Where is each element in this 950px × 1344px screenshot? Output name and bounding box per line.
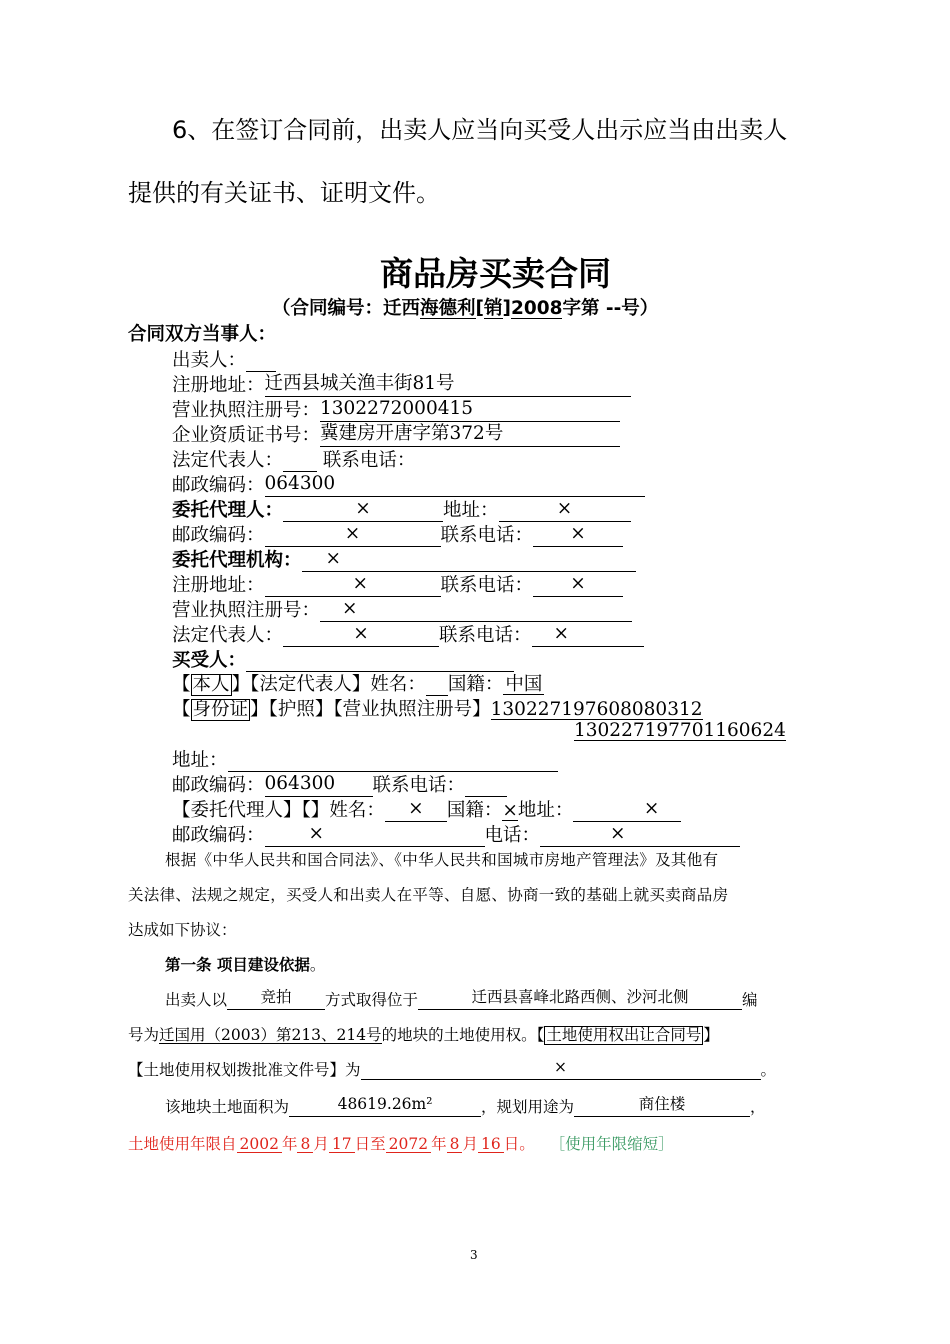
para1-line3: 达成如下协议： xyxy=(128,921,237,939)
article-1-line1: 出卖人以 竞拍 方式取得位于 迁西县喜峰北路西侧、沙河北侧 编 xyxy=(165,988,758,1009)
buyer-id2: 130227197701160624 xyxy=(574,720,786,741)
buyer-type-row: 【 本人 】【法定代表人】姓名： 国籍： 中国 xyxy=(172,674,543,695)
buyer-agent-postcode: 邮政编码： × 电话： × xyxy=(172,821,740,847)
buyer-row: 买受人： xyxy=(172,646,514,672)
seller-reg-address: 注册地址：迁西县城关渔丰街81号 xyxy=(172,371,631,397)
agency-reg-address: 注册地址： × 联系电话： × xyxy=(172,571,623,597)
article-1-line3: 【土地使用权划拨批准文件号】为 × 。 xyxy=(128,1058,777,1079)
article-1-line4: 该地块土地面积为 48619.26m² ，规划用途为 商住楼 ， xyxy=(165,1095,766,1116)
seller-legal-rep: 法定代表人： 联系电话： xyxy=(172,450,416,471)
contract-number: （合同编号：迁西海德利[销]2008字第 --号） xyxy=(272,298,659,319)
page-number: 3 xyxy=(470,1248,478,1262)
para1-line2: 关法律、法规之规定，买受人和出卖人在平等、自愿、协商一致的基础上就买卖商品房 xyxy=(128,886,729,904)
land-use-term: 土地使用年限自 2002 年 8 月 17 日至 2072 年 8 月 16 日。 ［使用年限缩短］ xyxy=(128,1135,674,1153)
article-1-line2: 号为迁国用（2003）第213、214号的地块的土地使用权。【 土地使用权出让合同号 】 xyxy=(128,1026,719,1044)
agency-row: 委托代理机构： × xyxy=(172,546,636,572)
seller-license: 营业执照注册号：1302272000415 xyxy=(172,396,620,422)
intro-line-1: 6、在签订合同前，出卖人应当向买受人出示应当由出卖人 xyxy=(172,116,788,144)
seller-qualification: 企业资质证书号：冀建房开唐字第372号 xyxy=(172,421,620,447)
intro-line-2: 提供的有关证书、证明文件。 xyxy=(128,179,440,207)
term-shorten-note: ［使用年限缩短］ xyxy=(549,1135,674,1153)
buyer-id-row: 【 身份证 】【护照】【营业执照注册号】130227197608080312 xyxy=(172,699,703,720)
article-1-heading: 第一条 项目建设依据。 xyxy=(165,956,326,974)
agent-row: 委托代理人： × 地址： × xyxy=(172,496,631,522)
seller-postcode: 邮政编码：064300 xyxy=(172,471,645,497)
agency-legal-rep: 法定代表人： × 联系电话： × xyxy=(172,621,644,647)
agency-license: 营业执照注册号： × xyxy=(172,596,632,622)
buyer-postcode: 邮政编码：064300 联系电话： xyxy=(172,771,507,797)
para1-line1: 根据《中华人民共和国合同法》、《中华人民共和国城市房地产管理法》及其他有 xyxy=(165,851,719,869)
agent-postcode-row: 邮政编码： × 联系电话： × xyxy=(172,521,623,547)
buyer-address: 地址： xyxy=(172,746,558,772)
contract-title: 商品房买卖合同 xyxy=(380,254,611,293)
buyer-agent-row: 【委托代理人】【】姓名： × 国籍：×地址： × xyxy=(172,796,681,822)
seller-row: 出卖人： xyxy=(172,346,276,372)
parties-heading: 合同双方当事人： xyxy=(128,324,277,345)
